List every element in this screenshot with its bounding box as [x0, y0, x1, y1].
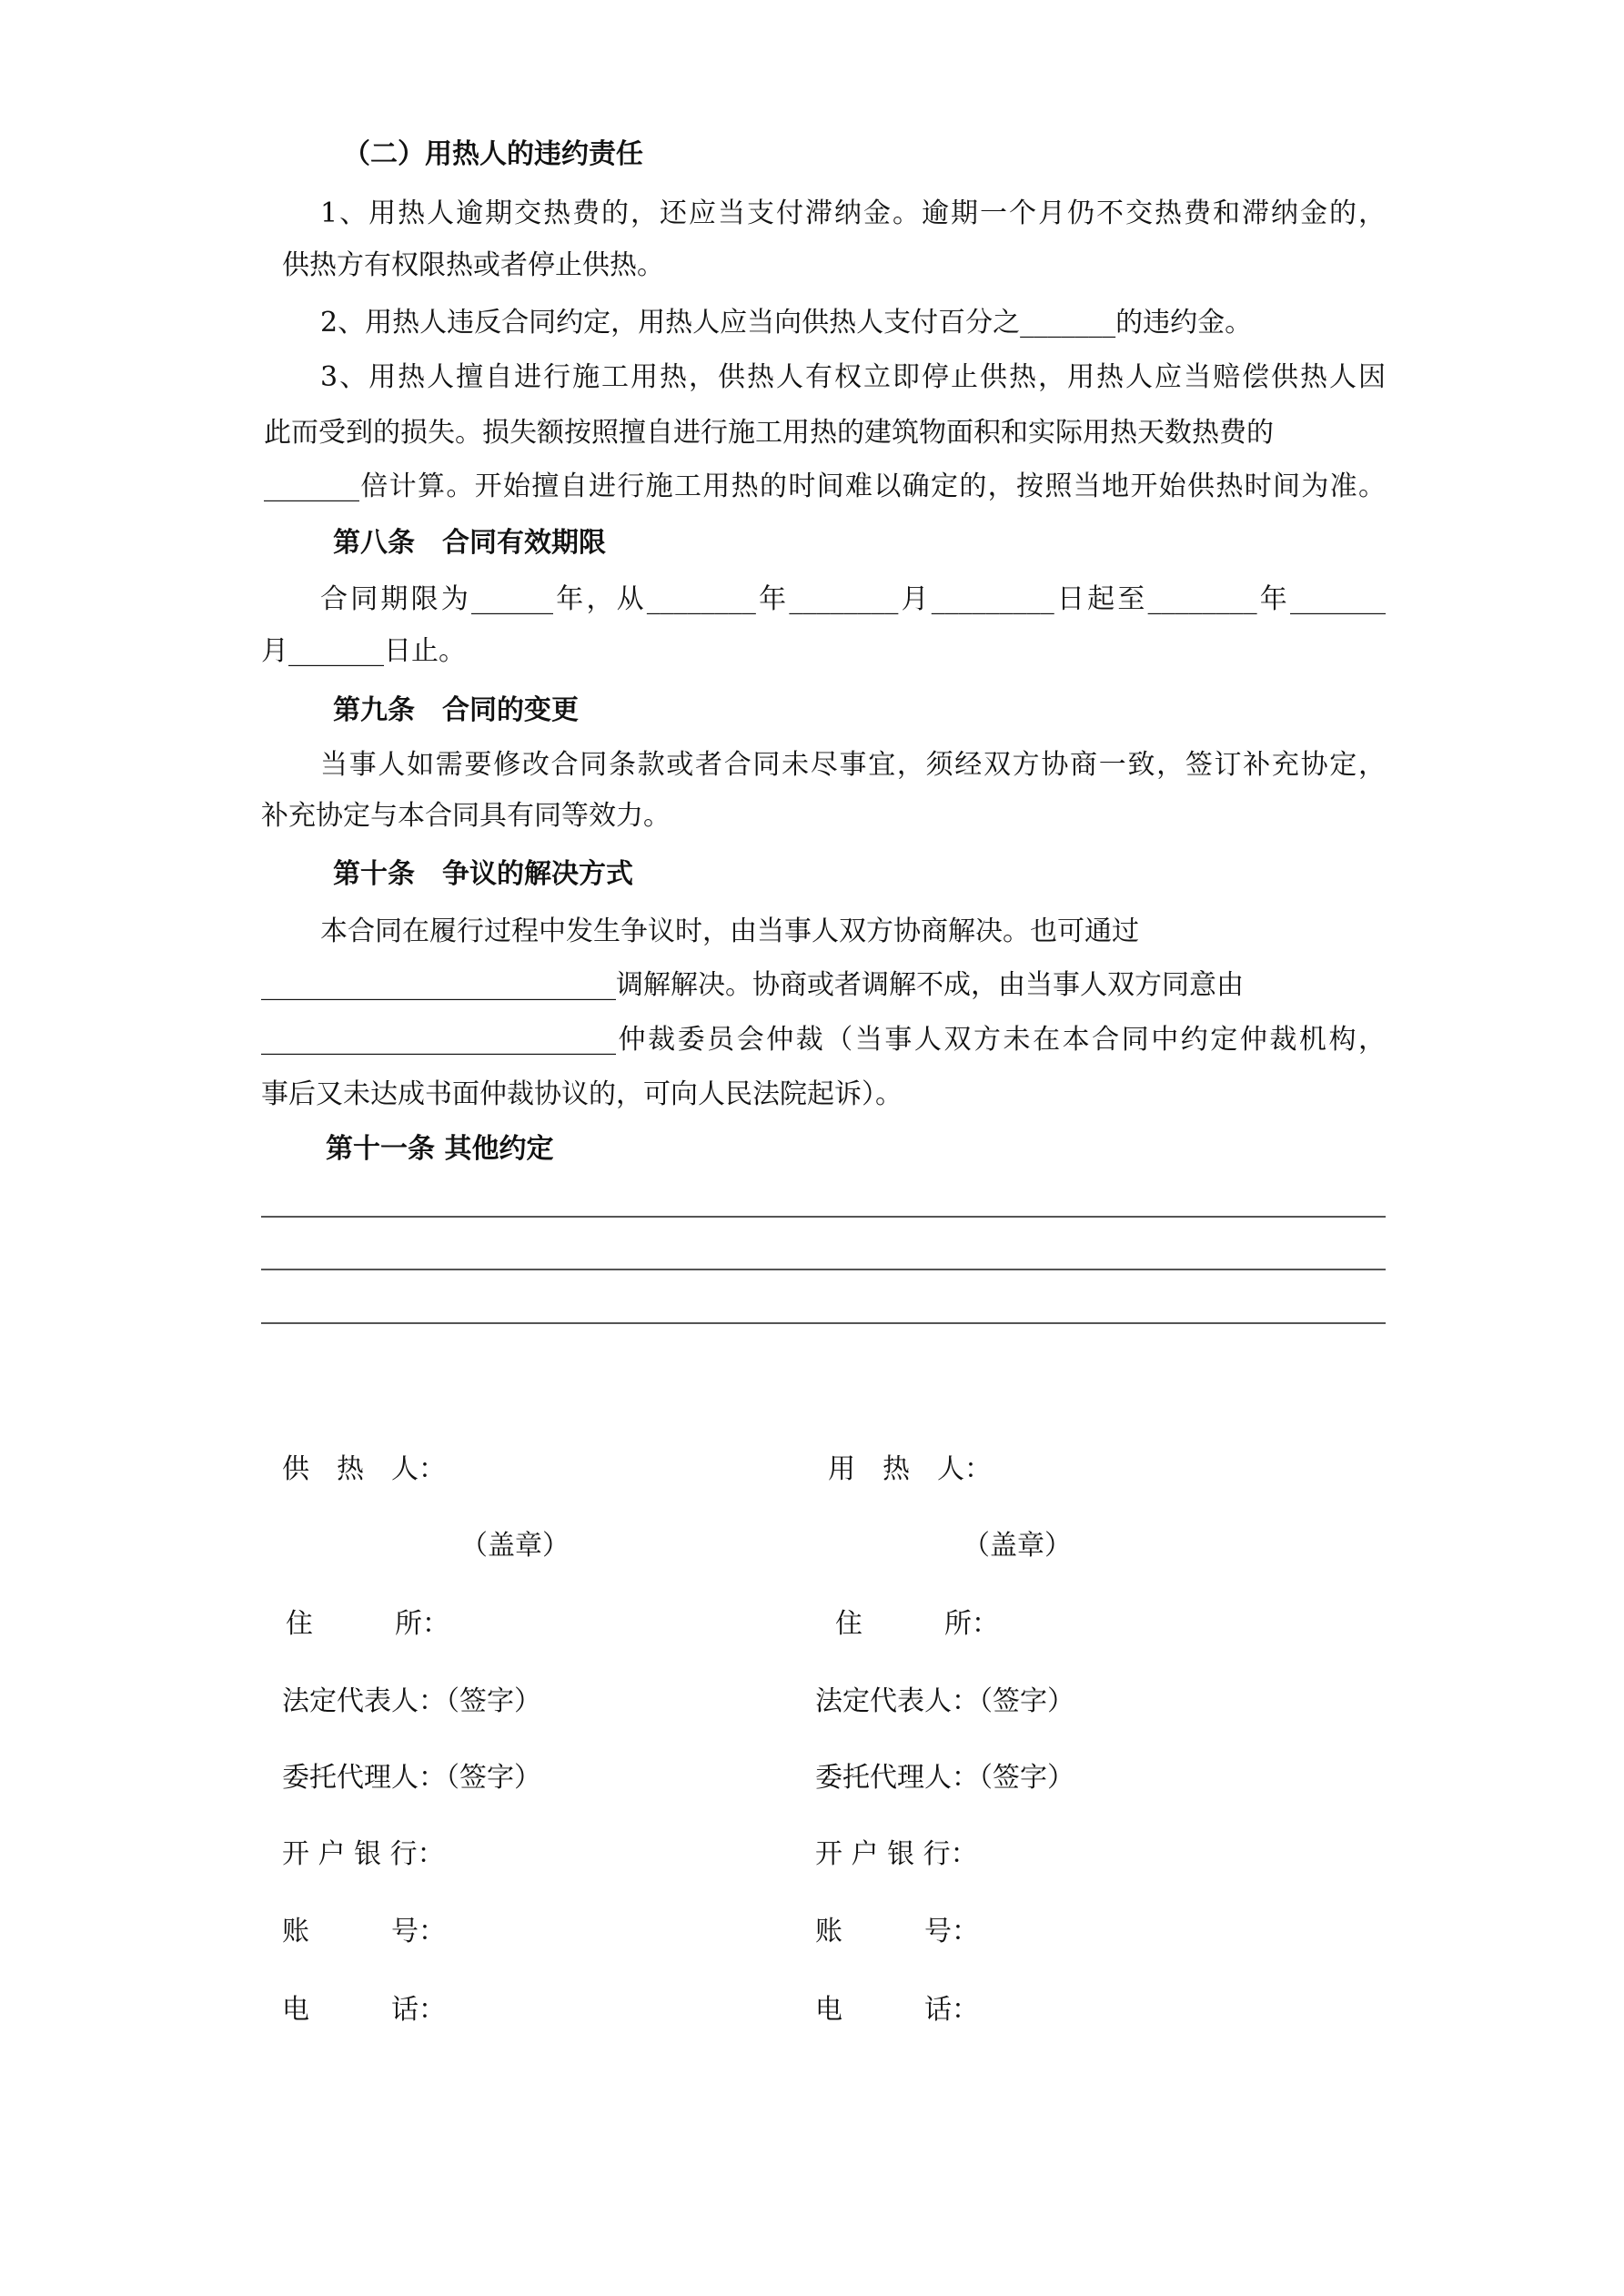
section-title: （二）用热人的违约责任	[343, 138, 643, 170]
article-10-line-3: __________________________仲裁委员会仲裁（当事人双方未在本合同中约定仲裁机构，	[261, 1024, 1386, 1056]
breach-item-3-cont2: _______倍计算。开始擅自进行施工用热的时间难以确定的，按照当地开始供热时间为准。	[264, 470, 1386, 502]
supplier-legal-rep: 法定代表人：（签字）	[282, 1685, 541, 1717]
user-bank: 开 户 银 行：	[815, 1838, 978, 1870]
user-address: 住 所：	[835, 1608, 999, 1640]
breach-item-2: 2、用热人违反合同约定，用热人应当向供热人支付百分之_______的违约金。	[320, 307, 1253, 339]
user-legal-rep: 法定代表人：（签字）	[815, 1685, 1074, 1717]
user-agent: 委托代理人：（签字）	[815, 1762, 1074, 1794]
article-9-line-2: 补充协定与本合同具有同等效力。	[261, 800, 671, 832]
article-10-line-4: 事后又未达成书面仲裁协议的，可向人民法院起诉）。	[261, 1078, 903, 1110]
article-9-title: 第九条 合同的变更	[333, 694, 579, 726]
article-11-title: 第十一条 其他约定	[326, 1133, 554, 1165]
blank-line-2	[261, 1269, 1386, 1270]
supplier-address: 住 所：	[286, 1608, 449, 1640]
article-8-line-2: 月_______日止。	[261, 635, 466, 667]
user-seal: （盖章）	[963, 1530, 1072, 1562]
supplier-seal: （盖章）	[460, 1530, 570, 1562]
breach-item-3: 3、用热人擅自进行施工用热，供热人有权立即停止供热，用热人应当赔偿供热人因	[320, 361, 1386, 393]
supplier-label: 供 热 人：	[282, 1453, 446, 1485]
supplier-bank: 开 户 银 行：	[282, 1838, 445, 1870]
article-10-title: 第十条 争议的解决方式	[333, 858, 633, 890]
supplier-phone: 电 话：	[282, 1994, 446, 2026]
user-label: 用 热 人：	[828, 1453, 992, 1485]
article-10-line-1: 本合同在履行过程中发生争议时，由当事人双方协商解决。也可通过	[320, 915, 1139, 947]
article-8-title: 第八条 合同有效期限	[333, 527, 606, 559]
supplier-account: 账 号：	[282, 1916, 446, 1947]
article-10-line-2: __________________________调解解决。协商或者调解不成，由当事人双方同意由	[261, 969, 1244, 1001]
blank-line-1	[261, 1216, 1386, 1218]
article-9-line-1: 当事人如需要修改合同条款或者合同未尽事宜，须经双方协商一致，签订补充协定，	[320, 749, 1386, 781]
article-8-line-1: 合同期限为______年，从________年________月_________日起至________年_______	[320, 583, 1386, 615]
breach-item-3-cont: 此而受到的损失。损失额按照擅自进行施工用热的建筑物面积和实际用热天数热费的	[264, 417, 1274, 449]
breach-item-1-cont: 供热方有权限热或者停止供热。	[282, 249, 664, 281]
breach-item-1: 1、用热人逾期交热费的，还应当支付滞纳金。逾期一个月仍不交热费和滞纳金的，	[320, 197, 1386, 229]
user-account: 账 号：	[815, 1916, 979, 1947]
user-phone: 电 话：	[815, 1994, 979, 2026]
blank-line-3	[261, 1322, 1386, 1324]
supplier-agent: 委托代理人：（签字）	[282, 1762, 541, 1794]
